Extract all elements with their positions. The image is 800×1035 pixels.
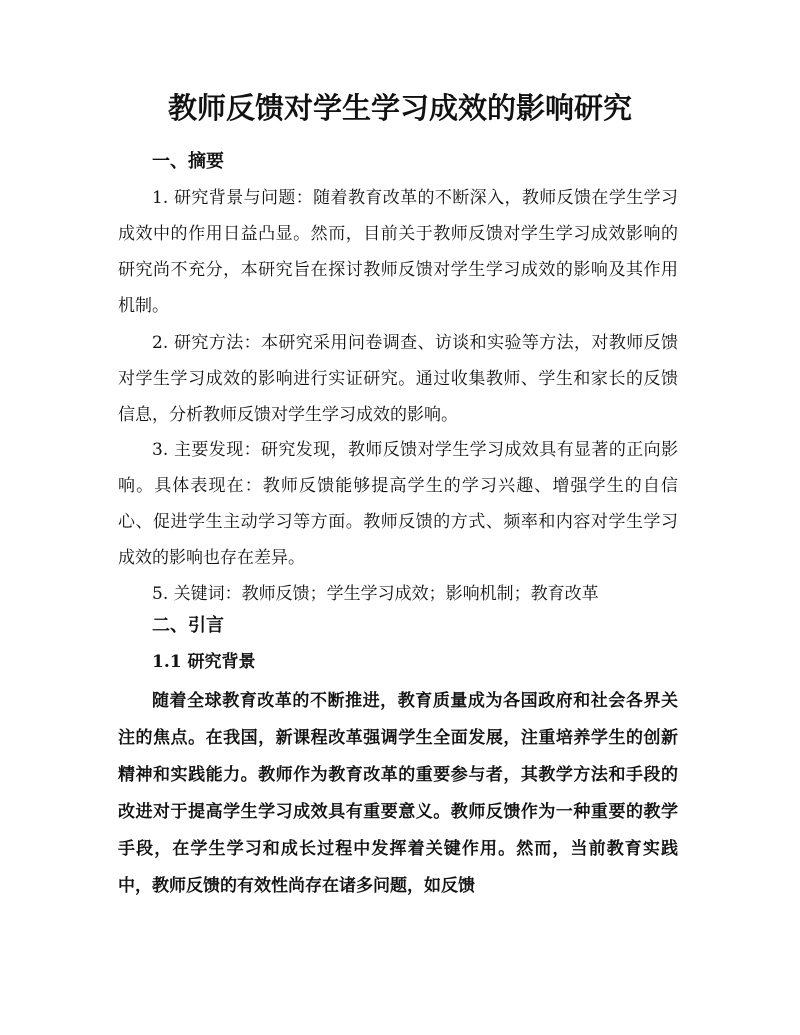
subsection-heading-background: 1.1 研究背景 (152, 652, 256, 672)
section-heading-introduction: 二、引言 (152, 615, 224, 636)
introduction-paragraph: 随着全球教育改革的不断推进，教育质量成为各国政府和社会各界关注的焦点。在我国，新课程改革强调学生全面发展，注重培养学生的创新精神和实践能力。教师作为教育改革的重要参与者，其教学方法和手段的改进对于提高学生学习成效具有重要意义。教师反馈作为一种重要的教学手段，在学生学习和成长过程中发挥着关键作用。然而，当前教育实践中，教师反馈的有效性尚存在诸多问题，如反馈 (118, 691, 678, 896)
abstract-item-findings: 3. 主要发现：研究发现，教师反馈对学生学习成效具有显著的正向影响。具体表现在：教师反馈能够提高学生的学习兴趣、增强学生的自信心、促进学生主动学习等方面。教师反馈的方式、频率和内容对学生学习成效的影响也存在差异。 (118, 440, 678, 568)
document-title: 教师反馈对学生学习成效的影响研究 (167, 91, 632, 125)
abstract-item-background: 1. 研究背景与问题：随着教育改革的不断深入，教师反馈在学生学习成效中的作用日益凸显。然而，目前关于教师反馈对学生学习成效影响的研究尚不充分，本研究旨在探讨教师反馈对学生学习成效的影响及其作用机制。 (118, 188, 678, 316)
abstract-item-keywords: 5. 关键词：教师反馈；学生学习成效；影响机制；教育改革 (152, 584, 599, 604)
section-heading-abstract: 一、摘要 (152, 151, 224, 172)
abstract-item-methods: 2. 研究方法：本研究采用问卷调查、访谈和实验等方法，对教师反馈对学生学习成效的影响进行实证研究。通过收集教师、学生和家长的反馈信息，分析教师反馈对学生学习成效的影响。 (118, 333, 678, 425)
